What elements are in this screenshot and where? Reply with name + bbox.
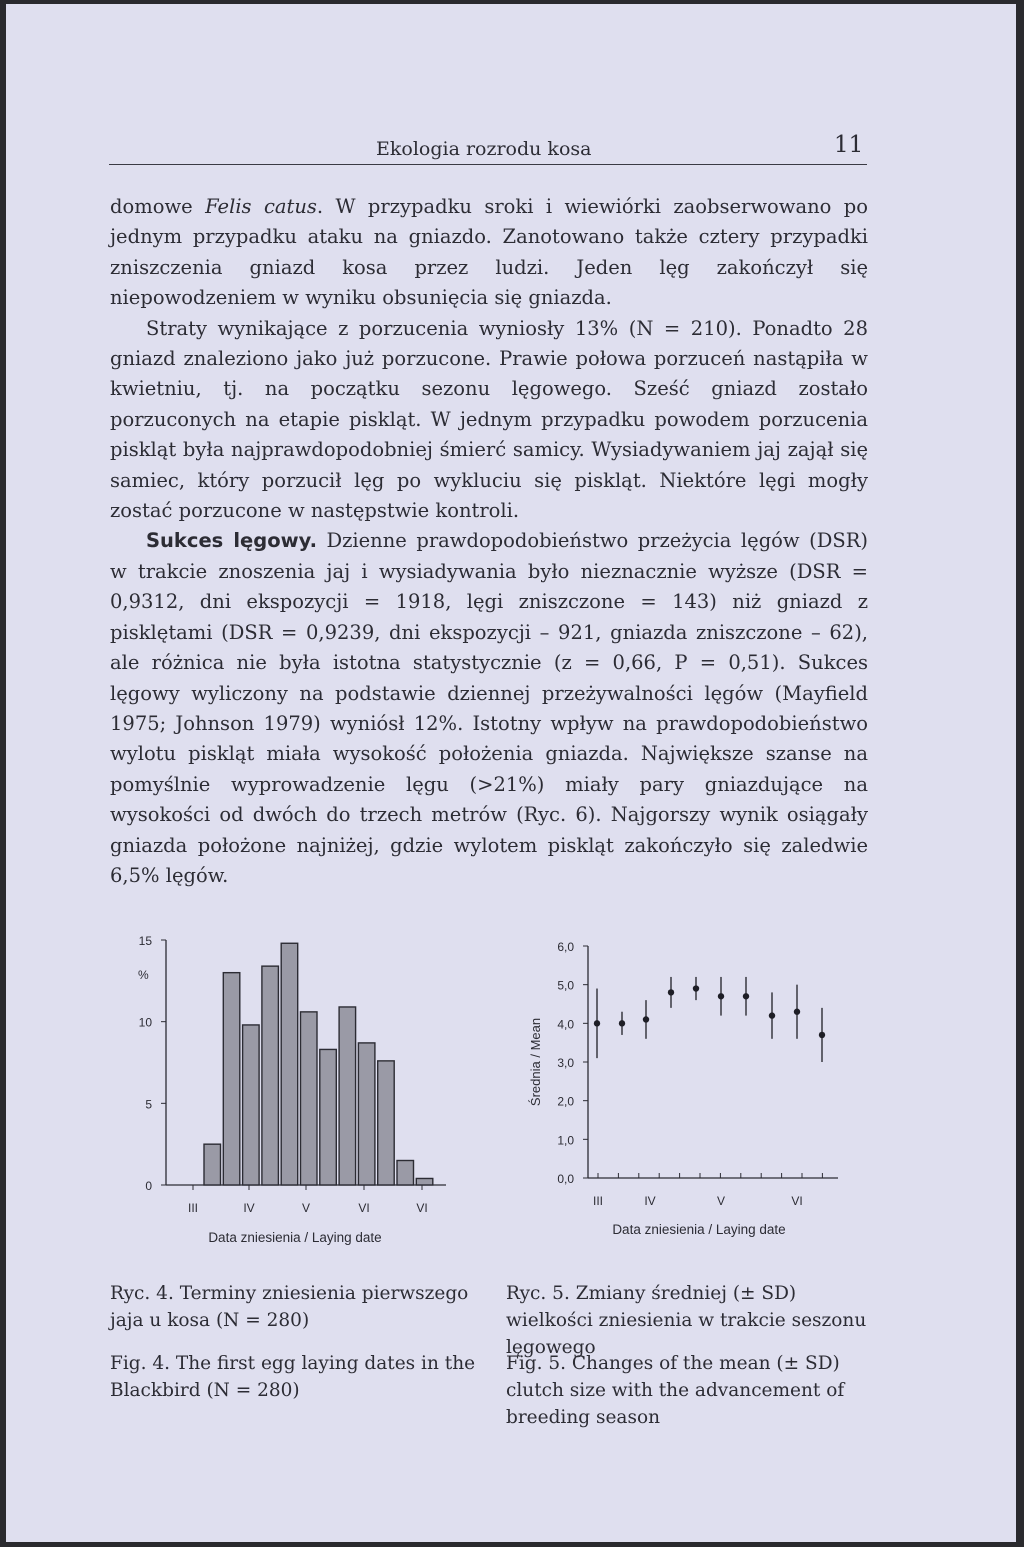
- mean-point: [594, 1020, 600, 1026]
- page-number: 11: [834, 132, 864, 158]
- y-tick-label: 2,0: [557, 1094, 574, 1109]
- figure-4-chart: [116, 922, 446, 1252]
- figure-5-caption-en: Fig. 5. Changes of the mean (± SD) clutch size with the advancement of breeding season: [506, 1353, 845, 1428]
- histogram-bar: [320, 1049, 337, 1185]
- y-tick-label: 10: [138, 1015, 152, 1030]
- figure-4-caption-pl: Ryc. 4. Terminy zniesienia pierwszego jaja u kosa (N = 280): [110, 1283, 469, 1331]
- species-name: Felis catus: [205, 195, 317, 218]
- mean-point: [693, 985, 699, 991]
- histogram-bar: [301, 1012, 318, 1185]
- histogram-bar: [416, 1178, 433, 1185]
- y-axis-title: Średnia / Mean: [528, 1017, 543, 1107]
- mean-point: [769, 1012, 775, 1018]
- section-lead: Sukces lęgowy.: [146, 529, 317, 553]
- y-axis-unit: %: [138, 968, 149, 983]
- x-tick-label: IV: [644, 1194, 656, 1208]
- mean-point: [718, 993, 724, 999]
- mean-point: [619, 1020, 625, 1026]
- header-rule: [109, 164, 867, 165]
- paragraph-2: Straty wynikające z porzucenia wyniosły 13% (N = 210). Ponadto 28 gniazd znaleziono jako już porzucone. Prawie połowa porzuceń nastąpiła w kwietniu, tj. na początku sezonu lęgowego. Sześć gniazd zostało porzuconych na etapie piskląt. W jednym przypadku powodem porzucenia piskląt była najprawdopodobniej śmierć samicy. Wysiadywaniem jaj zajął się samiec, który porzucił lęg po wykluciu się piskląt. Niektóre lęgi mogły zostać porzucone w następstwie kontroli.: [110, 316, 868, 523]
- figure-4-caption-en: Fig. 4. The first egg laying dates in the Blackbird (N = 280): [110, 1353, 476, 1401]
- y-tick-label: 0,0: [557, 1172, 574, 1186]
- x-tick-label: V: [301, 1201, 311, 1215]
- paragraph-1: [110, 192, 868, 314]
- histogram-bar: [262, 966, 279, 1185]
- y-tick-label: 15: [138, 934, 152, 948]
- x-tick-label: III: [592, 1194, 604, 1208]
- mean-point: [794, 1009, 800, 1015]
- book-page: [6, 4, 1016, 1542]
- paragraph-1-text: domowe Felis catus. W przypadku sroki i wiewiórki zaobserwowano po jednym przypadku ataku na gniazdo. Zanotowano także cztery przypadki zniszczenia gniazd kosa przez ludzi. Jeden lęg zakończył się niepowodzeniem w wyniku obsunięcia się gniazda.: [110, 195, 869, 310]
- x-tick-label: VI: [791, 1194, 803, 1208]
- y-tick-label: 5,0: [557, 978, 574, 993]
- y-tick-label: 5: [145, 1097, 152, 1112]
- x-tick-label: V: [716, 1194, 726, 1208]
- mean-point: [819, 1032, 825, 1038]
- mean-point: [743, 993, 749, 999]
- histogram-bar: [223, 973, 240, 1185]
- x-tick-label: IV: [243, 1201, 255, 1215]
- y-tick-label: 4,0: [557, 1017, 574, 1032]
- y-tick-label: 0: [145, 1179, 152, 1193]
- x-tick-label: III: [187, 1201, 199, 1215]
- histogram-bar: [339, 1007, 356, 1185]
- x-axis-title: Data zniesienia / Laying date: [208, 1230, 382, 1245]
- running-header: Ekologia rozrodu kosa: [376, 138, 592, 160]
- figure-5-mean-plot: [516, 932, 856, 1247]
- body-text: [110, 192, 868, 891]
- paragraph-3: [110, 526, 868, 891]
- histogram-bar: [378, 1061, 395, 1185]
- x-tick-label: VI: [416, 1201, 428, 1215]
- y-tick-label: 1,0: [557, 1133, 574, 1148]
- figure-5-chart: [516, 932, 856, 1242]
- histogram-bar: [281, 943, 298, 1185]
- histogram-bar: [204, 1144, 221, 1185]
- histogram-bar: [397, 1161, 414, 1186]
- x-axis-title: Data zniesienia / Laying date: [612, 1222, 786, 1237]
- histogram-bar: [358, 1043, 375, 1185]
- paragraph-3-text: Dzienne prawdopodobieństwo przeżycia lęgów (DSR) w trakcie znoszenia jaj i wysiadywania było nieznacznie wyższe (DSR = 0,9312, dni ekspozycji = 1918, lęgi zniszczone = 143) niż gniazd z pisklętami (DSR = 0,9239, dni ekspozycji – 921, gniazda zniszczone – 62), ale różnica nie była istotna statystycznie (z = 0,66, P = 0,51). Sukces lęgowy wyliczony na podstawie dziennej przeżywalności lęgów (Mayfield 1975; Johnson 1979) wyniósł 12%. Istotny wpływ na prawdopodobieństwo wylotu piskląt miała wysokość położenia gniazda. Największe szanse na pomyślnie wyprowadzenie lęgu (>21%) miały pary gniazdujące na wysokości od dwóch do trzech metrów (Ryc. 6). Najgorszy wynik osiągały gniazda położone najniżej, gdzie wylotem piskląt zakończyło się zaledwie 6,5% lęgów.: [110, 529, 868, 887]
- mean-point: [643, 1016, 649, 1022]
- histogram-bar: [243, 1025, 260, 1185]
- figure-5-caption-pl: Ryc. 5. Zmiany średniej (± SD) wielkości zniesienia w trakcie seszonu lęgowego: [506, 1283, 867, 1358]
- y-tick-label: 3,0: [557, 1056, 574, 1070]
- x-tick-label: VI: [358, 1201, 370, 1215]
- mean-point: [668, 989, 674, 995]
- figure-4-histogram: [116, 922, 446, 1257]
- y-tick-label: 6,0: [557, 940, 574, 954]
